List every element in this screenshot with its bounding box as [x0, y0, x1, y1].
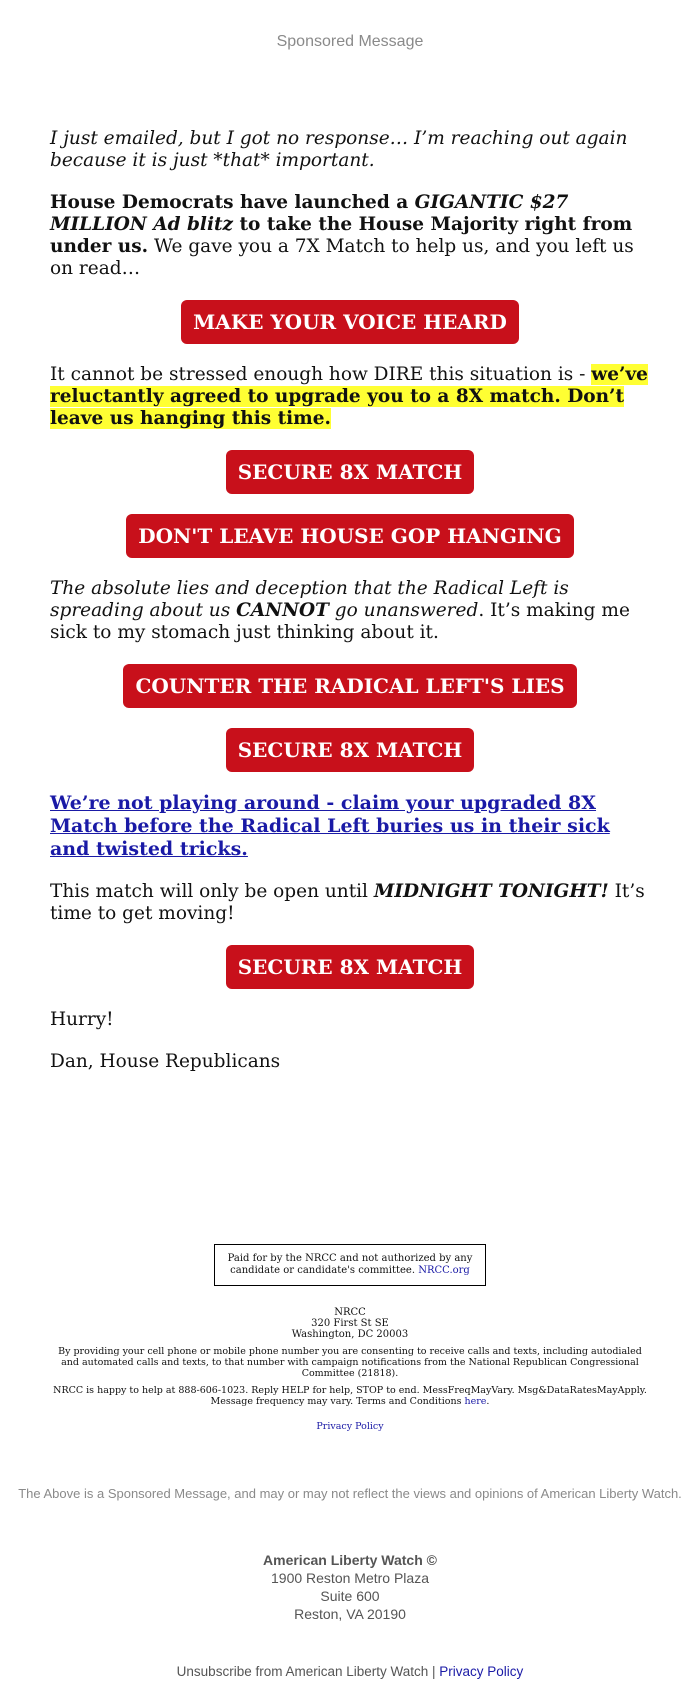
secure-8x-match-button[interactable]: SECURE 8X MATCH [226, 728, 475, 772]
unsubscribe-link[interactable]: Unsubscribe from American Liberty Watch [176, 1664, 429, 1679]
make-your-voice-heard-button[interactable]: MAKE YOUR VOICE HEARD [181, 300, 519, 344]
help-text: NRCC is happy to help at 888-606-1023. Reply HELP for help, STOP to end. MessFreqMayVary. Msg&DataRatesMayApply. Message frequency may vary. Terms and Conditions here. [53, 1385, 647, 1407]
midnight-paragraph: This match will only be open until MIDNIGHT TONIGHT! It’s time to get moving! [50, 881, 645, 924]
consent-text: By providing your cell phone or mobile phone number you are consenting to receive calls and texts, including autodialed and automated calls and texts, to that number with campaign notifications from the National Republican Congressional Committee (21818). [58, 1346, 642, 1379]
nrcc-privacy-policy-link[interactable]: Privacy Policy [316, 1421, 384, 1432]
unsubscribe-footer: Unsubscribe from American Liberty Watch | Privacy Policy [176, 1664, 524, 1679]
hurry-text: Hurry! [50, 1009, 114, 1030]
secure-8x-match-button[interactable]: SECURE 8X MATCH [226, 945, 475, 989]
secure-8x-match-button[interactable]: SECURE 8X MATCH [226, 450, 475, 494]
nrcc-address: NRCC 320 First St SE Washington, DC 20003 [291, 1307, 409, 1340]
email-body [50, 128, 650, 1093]
ad-blitz-paragraph: House Democrats have launched a GIGANTIC $27 MILLION Ad blitz to take the House Majority right from under us. We gave you a 7X Match to help us, and you left us on read… [50, 192, 634, 279]
sponsored-header: Sponsored Message [276, 33, 424, 50]
sponsored-footer-note: The Above is a Sponsored Message, and may or may not reflect the views and opinions of American Liberty Watch. [18, 1486, 682, 1501]
claim-upgraded-match-link[interactable]: We’re not playing around - claim your upgraded 8X Match before the Radical Left buries us in their sick and twisted tricks. [50, 792, 610, 860]
lies-paragraph: The absolute lies and deception that the Radical Left is spreading about us CANNOT go unanswered. It’s making me sick to my stomach just thinking about it. [50, 578, 630, 643]
counter-radical-left-button[interactable]: COUNTER THE RADICAL LEFT'S LIES [123, 664, 576, 708]
nrcc-org-link[interactable]: NRCC.org [418, 1265, 470, 1276]
dire-paragraph: It cannot be stressed enough how DIRE this situation is - we’ve reluctantly agreed to upgrade you to a 8X match. Don’t leave us hanging this time. [50, 364, 648, 429]
dont-leave-house-gop-hanging-button[interactable]: DON'T LEAVE HOUSE GOP HANGING [126, 514, 574, 558]
signoff-text: Dan, House Republicans [50, 1051, 281, 1072]
privacy-policy-link[interactable]: Privacy Policy [439, 1664, 524, 1679]
org-address: American Liberty Watch © 1900 Reston Metro Plaza Suite 600 Reston, VA 20190 [0, 1551, 700, 1623]
terms-here-link[interactable]: here [464, 1396, 487, 1407]
legal-text [48, 1346, 652, 1432]
intro-paragraph: I just emailed, but I got no response… I’m reaching out again because it is just *that* important. [50, 128, 628, 171]
paid-for-disclaimer: Paid for by the NRCC and not authorized by any candidate or candidate's committee. NRCC.org [214, 1244, 486, 1286]
highlighted-text: we’ve reluctantly agreed to upgrade you to a 8X match. Don’t leave us hanging this time. [50, 364, 648, 429]
org-name: American Liberty Watch © [263, 1552, 437, 1568]
